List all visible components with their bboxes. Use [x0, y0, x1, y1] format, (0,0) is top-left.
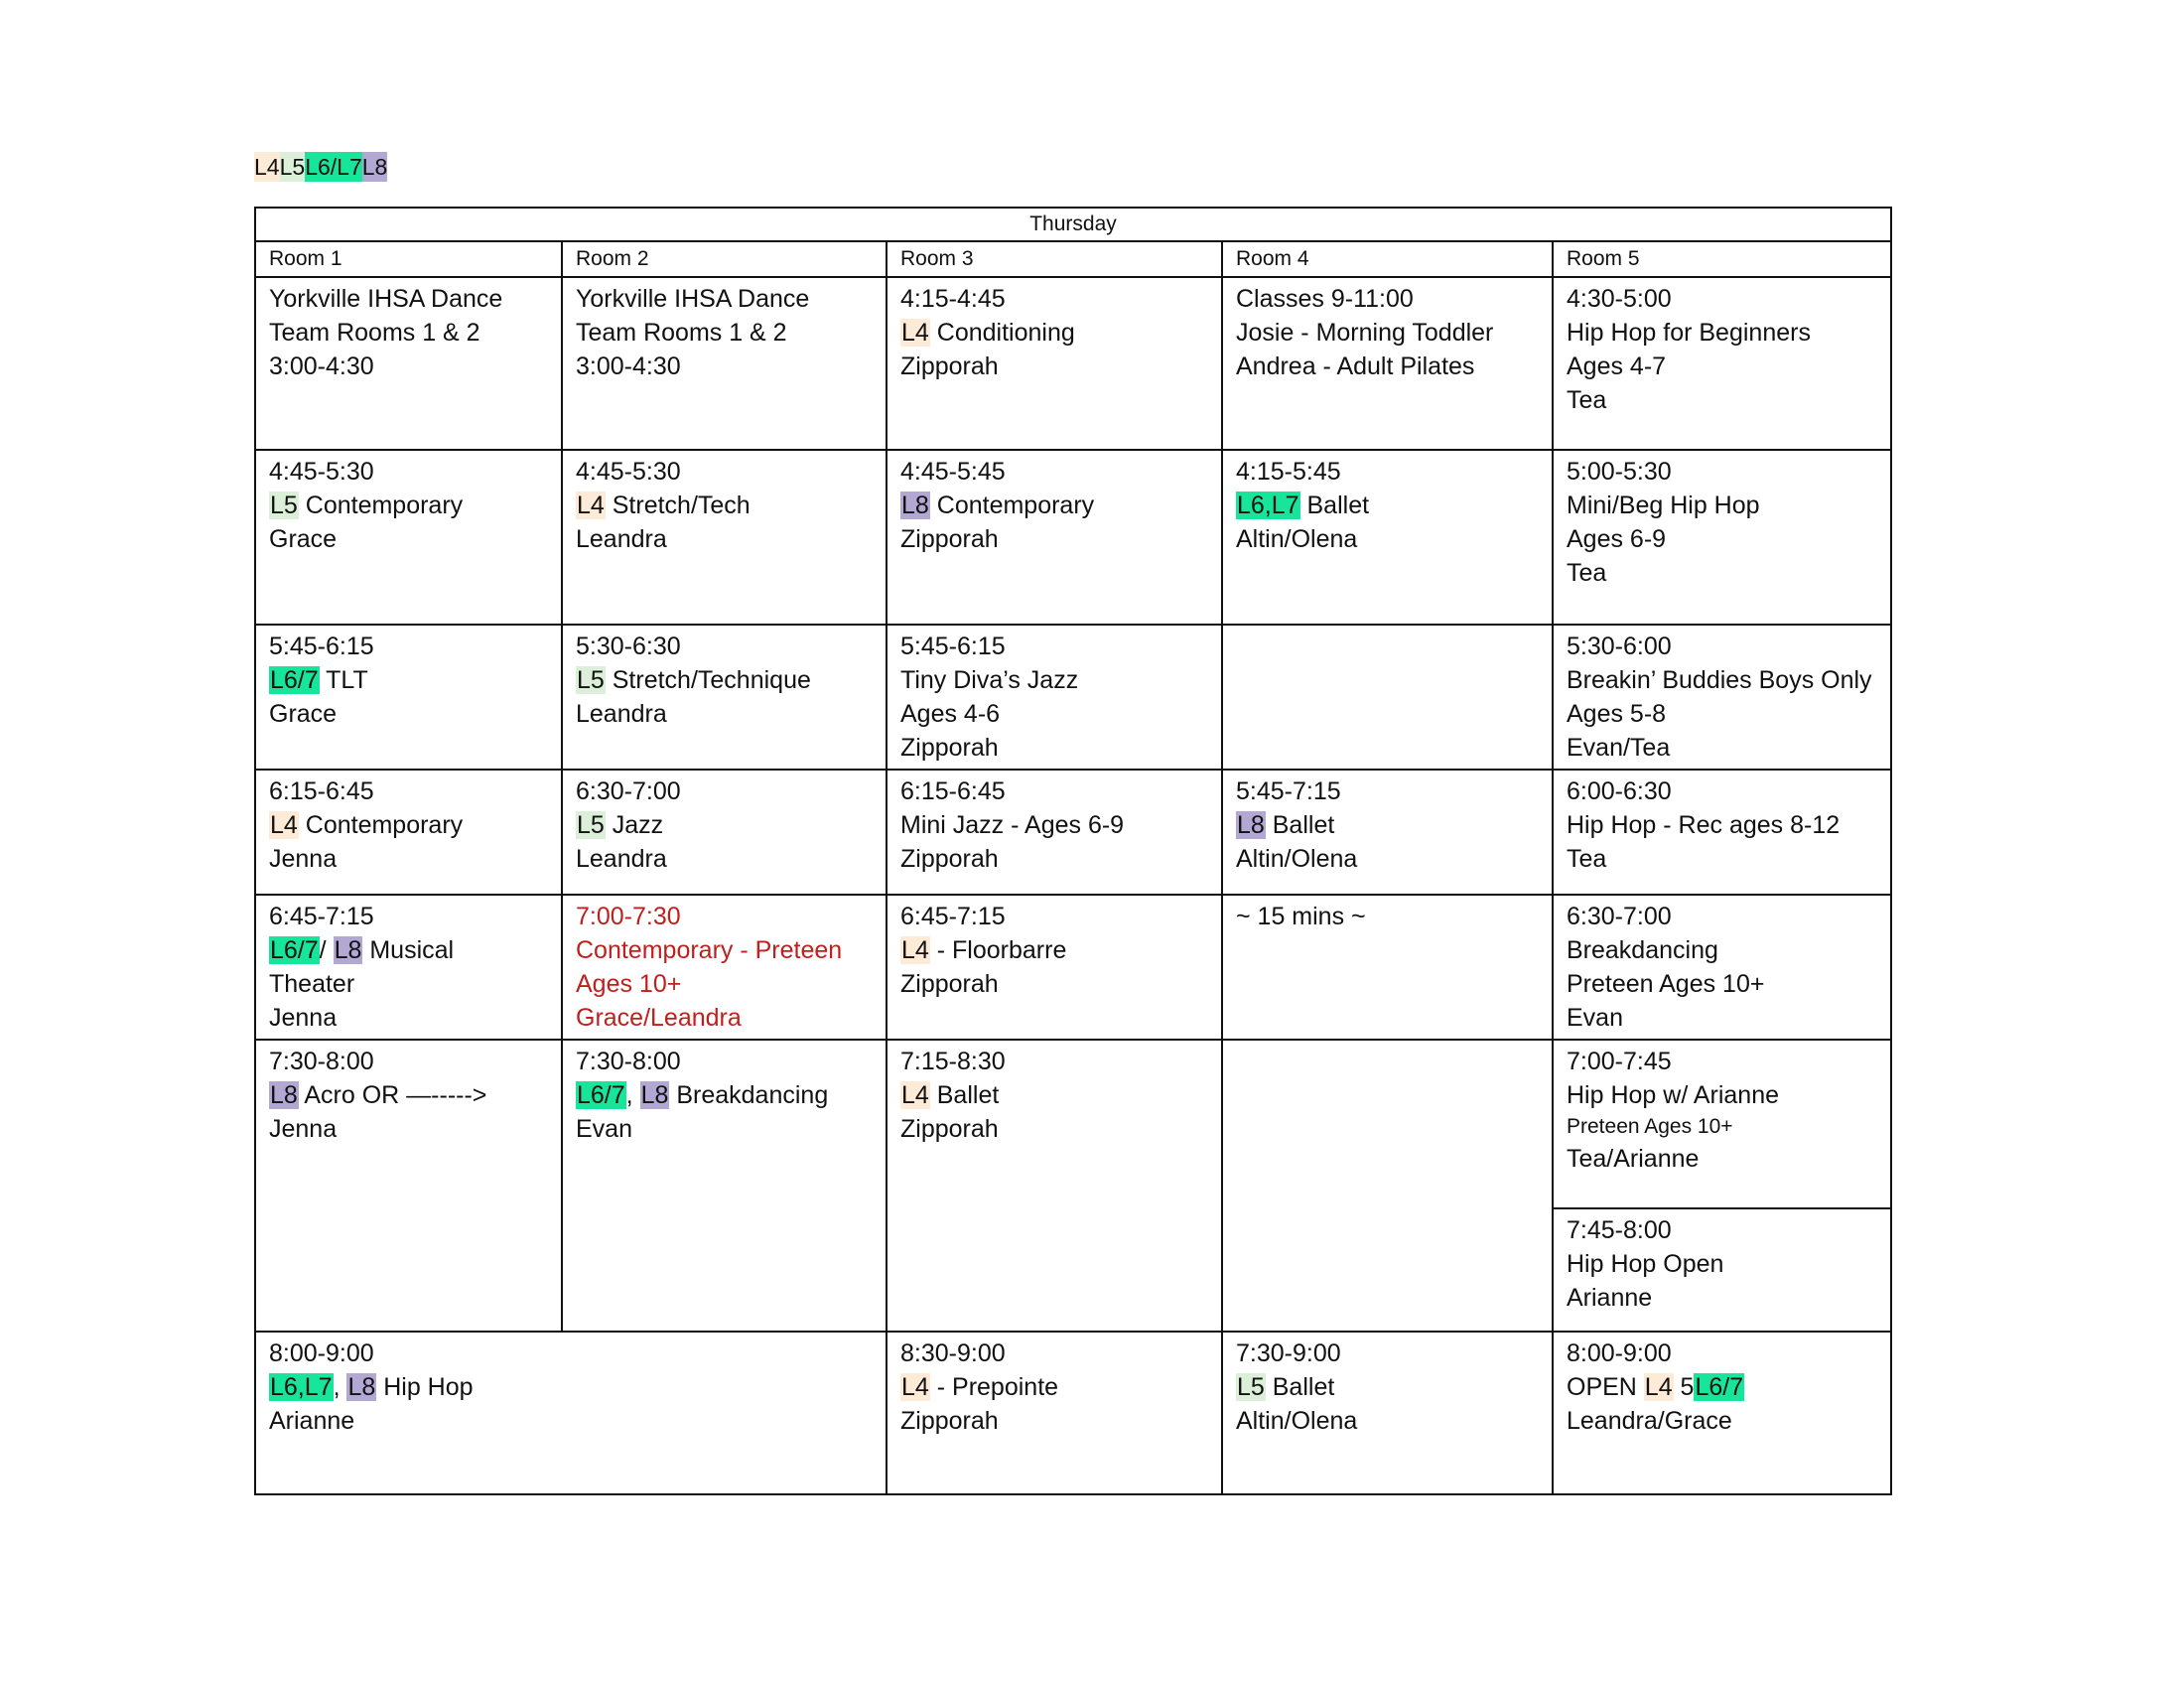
instructor: Arianne — [1567, 1284, 1653, 1312]
class-cell — [1553, 625, 1891, 770]
class-name: Stretch/Tech — [605, 492, 751, 519]
class-cell — [1553, 895, 1891, 1040]
class-name: Breakdancing — [669, 1081, 829, 1109]
class-time: 5:30-6:00 — [1567, 633, 1672, 660]
instructor: Zipporah — [900, 352, 999, 380]
class-title — [1236, 1370, 1539, 1404]
level-color-legend — [254, 152, 387, 182]
class-time: 6:30-7:00 — [1567, 903, 1672, 930]
separator-text: , — [333, 1373, 347, 1401]
class-name: Musical — [362, 936, 455, 964]
class-title: Hip Hop w/ Arianne — [1567, 1081, 1780, 1109]
class-title: Andrea - Adult Pilates — [1236, 352, 1475, 380]
instructor: Grace — [269, 700, 338, 728]
instructor: Evan/Tea — [1567, 734, 1671, 762]
instructor: Tea/Arianne — [1567, 1145, 1700, 1173]
instructor: Zipporah — [900, 1115, 999, 1143]
instructor: Evan — [576, 1115, 632, 1143]
class-cell — [562, 277, 887, 450]
level-tag-l8: L8 — [347, 1373, 376, 1401]
class-cell — [887, 1040, 1222, 1332]
class-time: 4:15-4:45 — [900, 285, 1006, 313]
level-tag-l6-7: L6/7 — [1695, 1373, 1744, 1401]
class-time: 7:30-8:00 — [269, 1048, 374, 1075]
class-cell — [887, 277, 1222, 450]
class-title: Hip Hop - Rec ages 8-12 — [1567, 811, 1841, 839]
room-header: Room 5 — [1553, 241, 1891, 277]
class-title: Tiny Diva’s Jazz — [900, 666, 1079, 694]
class-cell — [1222, 1332, 1553, 1494]
level-tag-l6-7: L6/7 — [270, 666, 319, 694]
class-title — [576, 1078, 873, 1112]
class-title: Breakdancing — [1567, 936, 1718, 964]
class-time: 4:45-5:30 — [269, 458, 374, 486]
class-title: Hip Hop Open — [1567, 1250, 1724, 1278]
class-time: 7:00-7:45 — [1567, 1048, 1672, 1075]
instructor: Leandra — [576, 525, 667, 553]
class-cell — [1553, 1332, 1891, 1494]
class-title — [900, 1370, 1208, 1404]
level-tag-l4: L4 — [901, 1373, 929, 1401]
class-name: OPEN — [1567, 1373, 1644, 1401]
class-title — [269, 1370, 873, 1404]
class-cell — [562, 1040, 887, 1332]
class-title: Hip Hop for Beginners — [1567, 319, 1811, 347]
class-name: TLT — [319, 666, 368, 694]
instructor: Jenna — [269, 1004, 338, 1032]
instructor: Altin/Olena — [1236, 525, 1358, 553]
separator-text: / — [319, 936, 334, 964]
class-time: 6:00-6:30 — [1567, 777, 1672, 805]
class-name: - Floorbarre — [929, 936, 1067, 964]
room-header: Room 4 — [1222, 241, 1553, 277]
class-cell — [255, 1040, 562, 1332]
room-header: Room 3 — [887, 241, 1222, 277]
instructor: Grace/Leandra — [576, 1004, 742, 1032]
class-name: Contemporary — [929, 492, 1095, 519]
instructor: Zipporah — [900, 734, 999, 762]
class-cell — [887, 770, 1222, 895]
legend-l5: L5 — [279, 154, 306, 180]
instructor: Leandra — [576, 700, 667, 728]
class-time: 4:45-5:45 — [900, 458, 1006, 486]
class-title — [900, 933, 1208, 967]
class-cell — [255, 277, 562, 450]
class-cell — [562, 770, 887, 895]
level-tag-l8: L8 — [901, 492, 929, 519]
class-cell — [1553, 450, 1891, 625]
class-title — [269, 933, 548, 967]
class-title — [900, 1078, 1208, 1112]
instructor: Jenna — [269, 845, 338, 873]
class-cell — [255, 770, 562, 895]
instructor: Tea — [1567, 845, 1607, 873]
class-cell — [1553, 1040, 1891, 1208]
level-tag-l8: L8 — [1237, 811, 1265, 839]
class-title: Mini Jazz - Ages 6-9 — [900, 811, 1125, 839]
class-title — [576, 489, 873, 522]
instructor: Altin/Olena — [1236, 1407, 1358, 1435]
class-title — [269, 808, 548, 842]
class-title: Contemporary - Preteen — [576, 936, 843, 964]
class-time: 6:30-7:00 — [576, 777, 681, 805]
level-tag-l8: L8 — [270, 1081, 298, 1109]
class-name: Ballet — [1265, 811, 1335, 839]
class-title — [576, 663, 873, 697]
instructor: Leandra/Grace — [1567, 1407, 1732, 1435]
class-title: Yorkville IHSA Dance — [576, 285, 810, 313]
class-cell — [887, 1332, 1222, 1494]
class-title — [900, 489, 1208, 522]
level-tag-l4: L4 — [901, 319, 929, 347]
class-ages: Ages 4-7 — [1567, 352, 1667, 380]
class-time: 4:45-5:30 — [576, 458, 681, 486]
level-tag-l5: L5 — [577, 666, 605, 694]
level-tag-l4: L4 — [901, 1081, 929, 1109]
class-name: - Prepointe — [929, 1373, 1059, 1401]
legend-l4: L4 — [254, 154, 280, 180]
class-time: 4:30-5:00 — [1567, 285, 1672, 313]
level-tag-l5: L5 — [1237, 1373, 1265, 1401]
class-cell — [562, 625, 887, 770]
class-time: 7:30-9:00 — [1236, 1339, 1341, 1367]
class-title: Breakin’ Buddies Boys Only — [1567, 666, 1872, 694]
level-tag-l6-7: L6/7 — [270, 936, 319, 964]
class-cell — [562, 450, 887, 625]
class-name: Contemporary — [298, 811, 464, 839]
level-tag-l4: L4 — [1644, 1373, 1673, 1401]
class-name: Contemporary — [298, 492, 464, 519]
class-time: 5:45-6:15 — [269, 633, 374, 660]
class-time: 6:15-6:45 — [269, 777, 374, 805]
class-cell-highlighted — [562, 895, 887, 1040]
class-ages: Ages 6-9 — [1567, 525, 1667, 553]
room-header: Room 1 — [255, 241, 562, 277]
instructor: Leandra — [576, 845, 667, 873]
level-tag-l6-7: L6/7 — [577, 1081, 625, 1109]
legend-l8: L8 — [361, 154, 388, 180]
class-name: Ballet — [929, 1081, 1000, 1109]
instructor: Altin/Olena — [1236, 845, 1358, 873]
class-name: Hip Hop — [376, 1373, 474, 1401]
class-ages: Ages 5-8 — [1567, 700, 1667, 728]
class-cell — [1553, 770, 1891, 895]
level-tag-l4: L4 — [577, 492, 605, 519]
instructor: Tea — [1567, 386, 1607, 414]
class-ages: Preteen Ages 10+ — [1567, 970, 1765, 998]
class-cell — [887, 625, 1222, 770]
level-tag-l5: L5 — [270, 492, 298, 519]
instructor: Tea — [1567, 559, 1607, 587]
class-time: 4:15-5:45 — [1236, 458, 1341, 486]
thursday-schedule-table — [254, 207, 1892, 1495]
class-ages: Ages 10+ — [576, 970, 682, 998]
class-title — [269, 489, 548, 522]
class-time: 3:00-4:30 — [269, 352, 374, 380]
level-tag-l8: L8 — [334, 936, 362, 964]
class-title — [269, 663, 548, 697]
class-time: Classes 9-11:00 — [1236, 285, 1414, 313]
class-ages: Ages 4-6 — [900, 700, 1001, 728]
instructor: Zipporah — [900, 970, 999, 998]
class-time: 7:45-8:00 — [1567, 1216, 1672, 1244]
class-cell — [255, 895, 562, 1040]
break-note: ~ 15 mins ~ — [1236, 903, 1366, 930]
room-header: Room 2 — [562, 241, 887, 277]
class-title — [900, 316, 1208, 350]
level-tag-l6-l7: L6,L7 — [270, 1373, 333, 1401]
class-title — [269, 1078, 548, 1112]
class-title — [1236, 808, 1539, 842]
class-ages: Preteen Ages 10+ — [1567, 1115, 1733, 1138]
day-header: Thursday — [255, 208, 1891, 241]
class-cell — [1222, 770, 1553, 895]
class-cell — [255, 450, 562, 625]
level-tag-l6-l7: L6,L7 — [1237, 492, 1299, 519]
class-time: 8:00-9:00 — [1567, 1339, 1672, 1367]
class-time: 5:45-6:15 — [900, 633, 1006, 660]
class-cell — [255, 1332, 887, 1494]
instructor: Grace — [269, 525, 338, 553]
class-name: Ballet — [1265, 1373, 1335, 1401]
class-time: 5:45-7:15 — [1236, 777, 1341, 805]
class-time: 7:30-8:00 — [576, 1048, 681, 1075]
class-cell — [1222, 450, 1553, 625]
empty-cell — [1222, 1040, 1553, 1332]
class-time: 6:45-7:15 — [269, 903, 374, 930]
instructor: Zipporah — [900, 525, 999, 553]
class-title: Theater — [269, 970, 355, 998]
class-title — [1236, 489, 1539, 522]
class-time: 3:00-4:30 — [576, 352, 681, 380]
class-cell — [887, 895, 1222, 1040]
class-title: Team Rooms 1 & 2 — [269, 319, 480, 347]
level-tag-l5: L5 — [577, 811, 605, 839]
class-title: Team Rooms 1 & 2 — [576, 319, 787, 347]
level-text: 5 — [1673, 1373, 1695, 1401]
level-tag-l4: L4 — [901, 936, 929, 964]
class-time: 8:00-9:00 — [269, 1339, 374, 1367]
class-cell — [1553, 277, 1891, 450]
level-tag-l8: L8 — [640, 1081, 669, 1109]
legend-l6-l7: L6/L7 — [305, 154, 362, 180]
class-title: Josie - Morning Toddler — [1236, 319, 1494, 347]
class-name: Stretch/Technique — [605, 666, 811, 694]
class-name: Ballet — [1299, 492, 1370, 519]
class-title — [1567, 1370, 1877, 1404]
class-title — [576, 808, 873, 842]
separator-text: , — [625, 1081, 640, 1109]
level-tag-l4: L4 — [270, 811, 298, 839]
break-cell — [1222, 895, 1553, 1040]
class-time: 6:45-7:15 — [900, 903, 1006, 930]
class-time: 5:00-5:30 — [1567, 458, 1672, 486]
instructor: Evan — [1567, 1004, 1623, 1032]
class-time: 8:30-9:00 — [900, 1339, 1006, 1367]
class-name: Conditioning — [929, 319, 1075, 347]
class-time: 7:15-8:30 — [900, 1048, 1006, 1075]
empty-cell — [1222, 625, 1553, 770]
class-title: Mini/Beg Hip Hop — [1567, 492, 1760, 519]
instructor: Zipporah — [900, 1407, 999, 1435]
class-name: Jazz — [605, 811, 664, 839]
class-cell — [255, 625, 562, 770]
class-cell — [887, 450, 1222, 625]
class-time: 7:00-7:30 — [576, 903, 681, 930]
instructor: Jenna — [269, 1115, 338, 1143]
class-time: 6:15-6:45 — [900, 777, 1006, 805]
class-title: Yorkville IHSA Dance — [269, 285, 503, 313]
instructor: Arianne — [269, 1407, 355, 1435]
class-cell — [1553, 1208, 1891, 1332]
instructor: Zipporah — [900, 845, 999, 873]
class-cell — [1222, 277, 1553, 450]
class-name: Acro OR —-----> — [298, 1081, 487, 1109]
class-time: 5:30-6:30 — [576, 633, 681, 660]
